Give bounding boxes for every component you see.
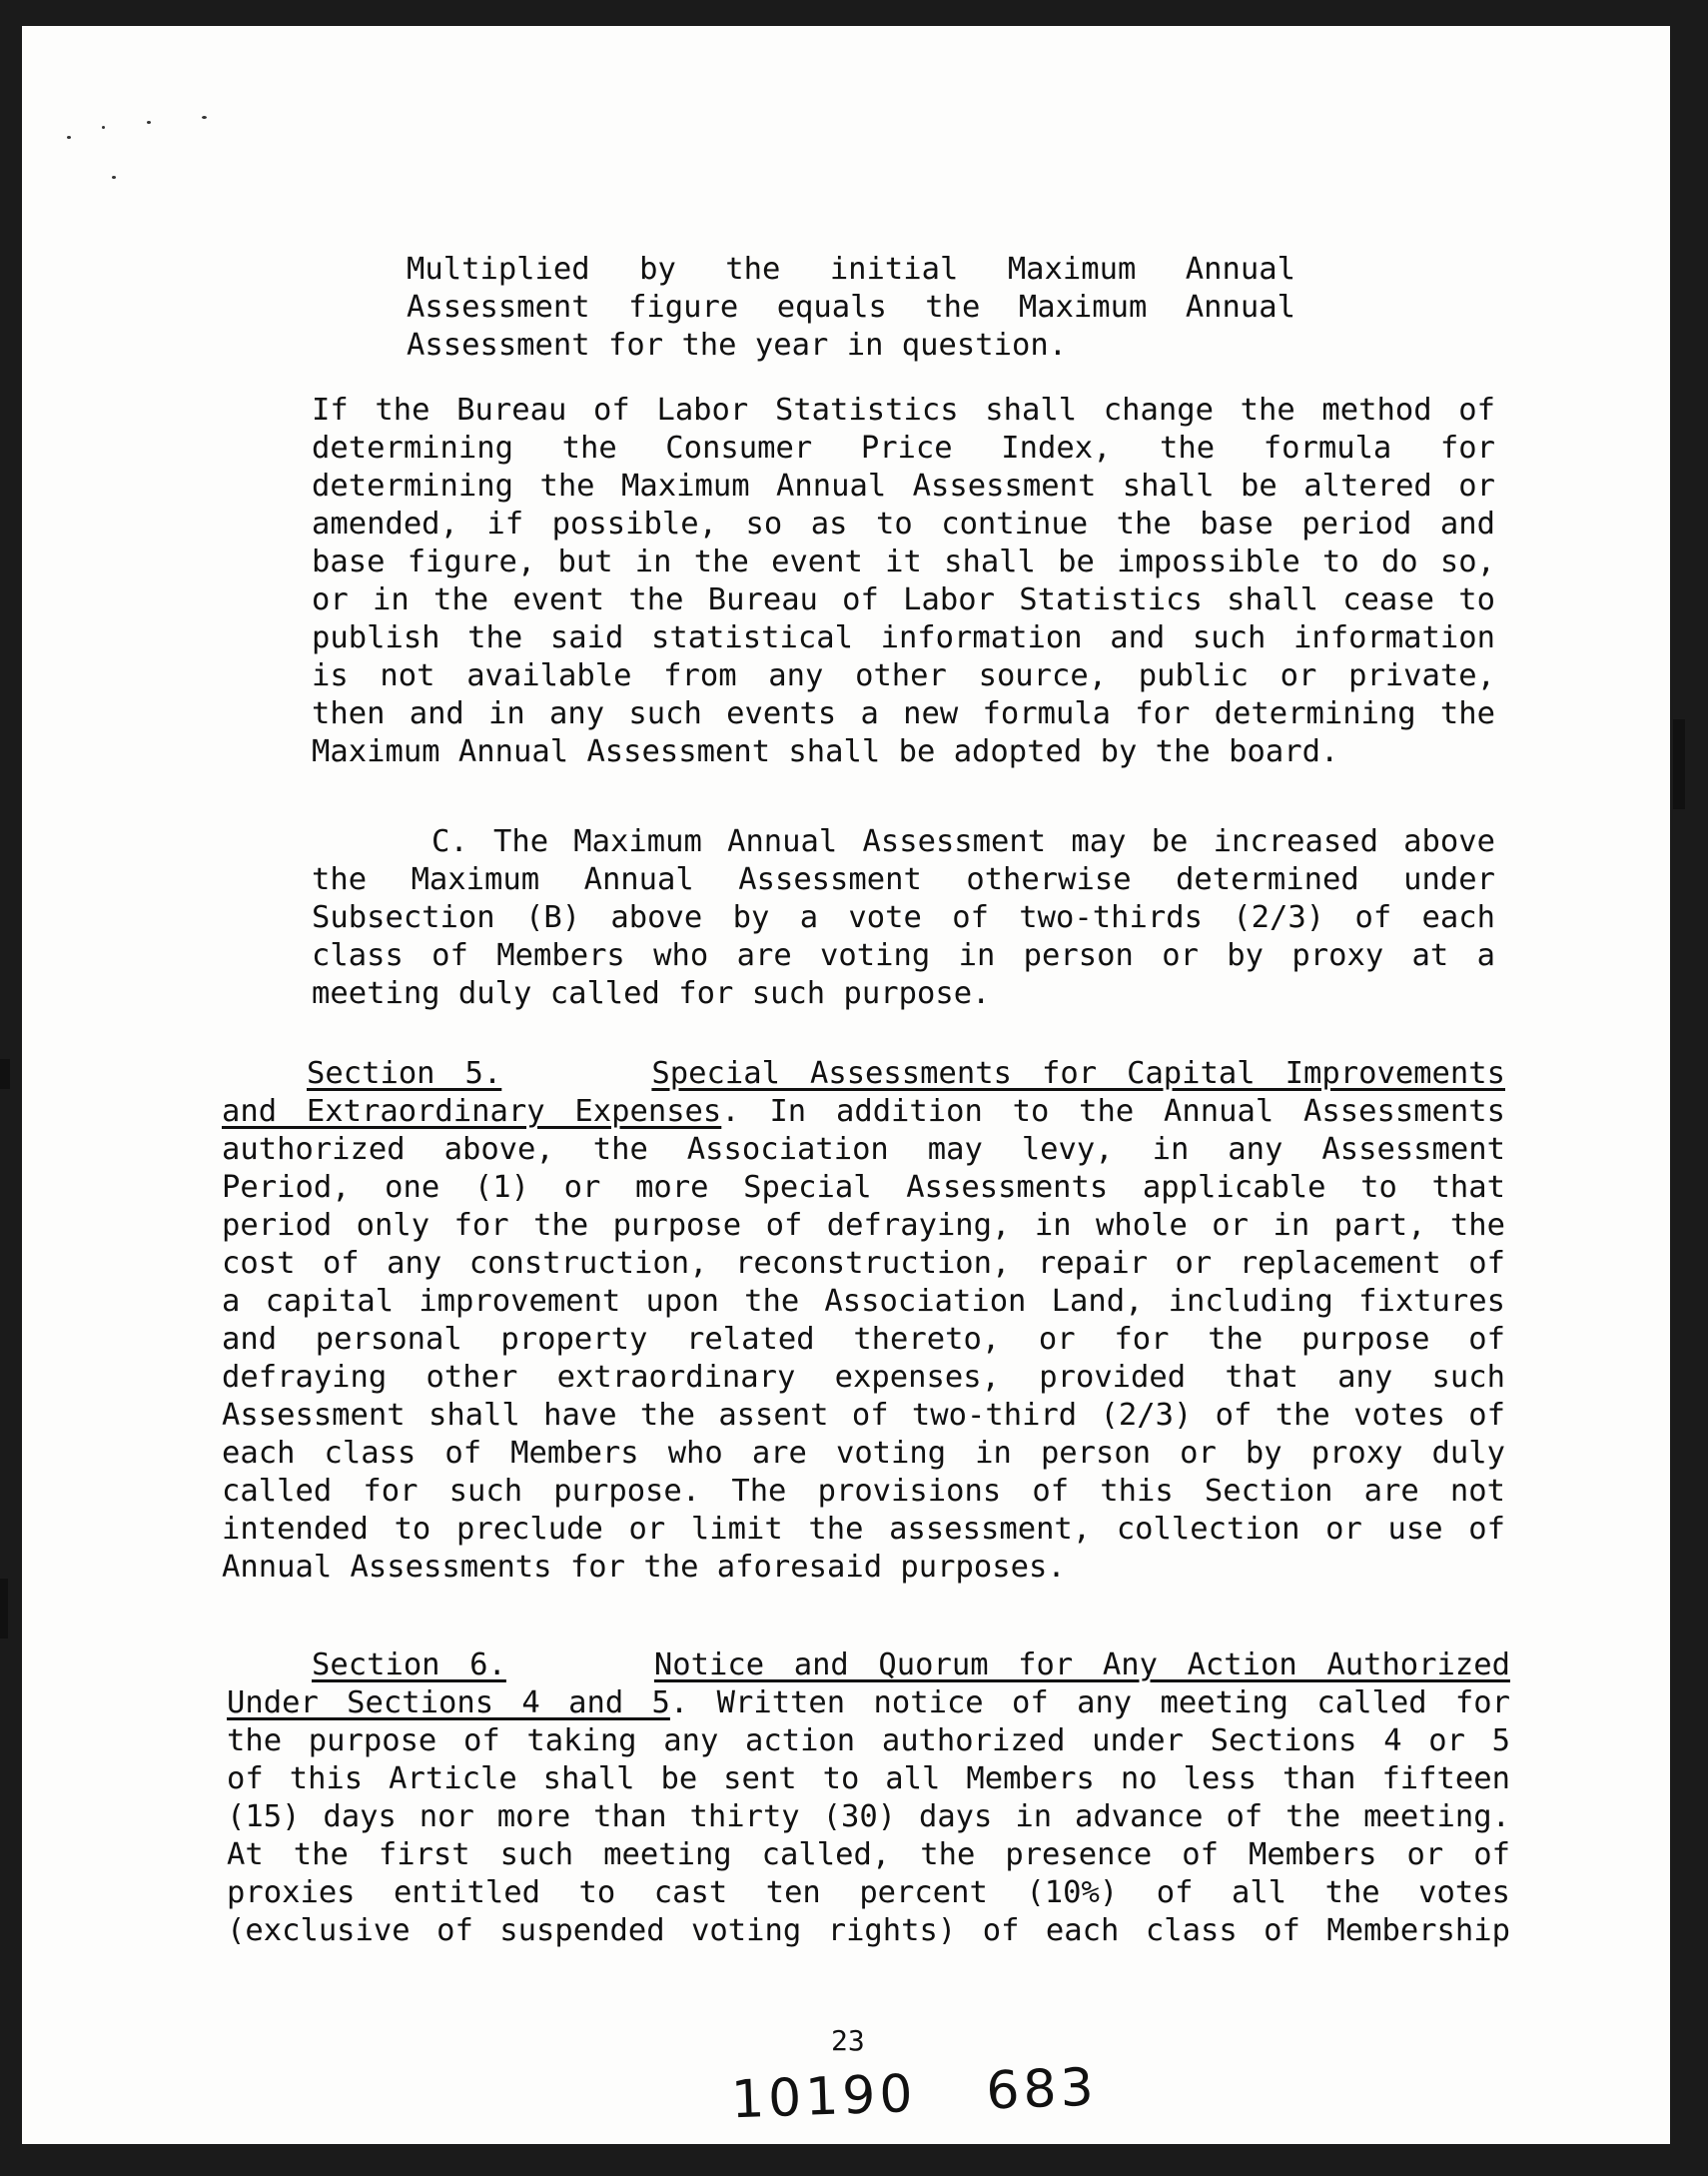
text-line: Assessment for the year in question.	[407, 328, 1068, 363]
section-6-title-cont: Under Sections 4 and 5	[227, 1685, 670, 1720]
section-5	[222, 1055, 1505, 1587]
section-5-heading-line	[222, 1055, 1505, 1093]
scan-edge-mark	[0, 1579, 8, 1638]
recording-stamp	[730, 2058, 1099, 2131]
bls-paragraph	[312, 392, 1495, 771]
text-line: Assessment figure equals the Maximum Annual	[407, 290, 1295, 325]
text-line: meeting duly called for such purpose.	[312, 976, 991, 1011]
text-line: a capital improvement upon the Association Land, including fixtures	[222, 1284, 1505, 1319]
paragraph-c	[312, 823, 1495, 1013]
scan-speck	[102, 126, 105, 129]
text-line: publish the said statistical information and such information	[312, 620, 1495, 655]
intro-paragraph	[407, 251, 1295, 365]
text-line: (15) days nor more than thirty (30) days in advance of the meeting.	[227, 1799, 1510, 1834]
text-line: period only for the purpose of defraying, in whole or in part, the	[222, 1208, 1505, 1243]
scan-speck	[67, 136, 71, 139]
text-line: the purpose of taking any action authorized under Sections 4 or 5	[227, 1723, 1510, 1758]
text-line: C. The Maximum Annual Assessment may be increased above	[431, 824, 1495, 859]
scan-speck	[112, 176, 116, 179]
scan-speck	[202, 116, 207, 119]
text-line	[222, 1093, 1505, 1131]
text-line: If the Bureau of Labor Statistics shall change the method of	[312, 393, 1495, 428]
text-line: or in the event the Bureau of Labor Statistics shall cease to	[312, 582, 1495, 617]
stamp-book-number: 10190	[730, 2063, 918, 2131]
text-line: and personal property related thereto, or for the purpose of	[222, 1322, 1505, 1357]
section-6-title: Notice and Quorum for Any Action Authorized	[653, 1647, 1510, 1682]
text-line: defraying other extraordinary expenses, provided that any such	[222, 1360, 1505, 1395]
text-line: Annual Assessments for the aforesaid purposes.	[222, 1550, 1066, 1585]
text-line: amended, if possible, so as to continue the base period and	[312, 507, 1495, 542]
text-line: At the first such meeting called, the presence of Members or of	[227, 1837, 1510, 1872]
text-line: proxies entitled to cast ten percent (10%) of all the votes	[227, 1875, 1510, 1910]
section-6-line1-rest: . Written notice of any meeting called for	[669, 1685, 1510, 1720]
text-line: Maximum Annual Assessment shall be adopted by the board.	[312, 734, 1339, 769]
scan-speck	[147, 121, 151, 124]
text-line: then and in any such events a new formula for determining the	[312, 696, 1495, 731]
text-line: Subsection (B) above by a vote of two-thirds (2/3) of each	[312, 900, 1495, 935]
text-line: intended to preclude or limit the assessment, collection or use of	[222, 1512, 1505, 1547]
text-line: determining the Maximum Annual Assessment shall be altered or	[312, 469, 1495, 504]
section-6-heading-line	[227, 1646, 1510, 1684]
document-page	[22, 26, 1670, 2144]
page-number: 23	[831, 2024, 865, 2057]
text-line: Assessment shall have the assent of two-third (2/3) of the votes of	[222, 1398, 1505, 1433]
text-line: is not available from any other source, public or private,	[312, 658, 1495, 693]
text-line: called for such purpose. The provisions of this Section are not	[222, 1474, 1505, 1509]
text-line: cost of any construction, reconstruction, repair or replacement of	[222, 1246, 1505, 1281]
text-line: Multiplied by the initial Maximum Annual	[407, 252, 1295, 287]
section-5-line1-rest: . In addition to the Annual Assessments	[721, 1094, 1506, 1129]
text-line	[227, 1684, 1510, 1722]
section-5-label: Section 5.	[307, 1056, 502, 1091]
scan-edge-mark	[0, 1059, 10, 1089]
text-line: (exclusive of suspended voting rights) of each class of Membership	[227, 1913, 1510, 1948]
text-line: authorized above, the Association may levy, in any Assessment	[222, 1132, 1505, 1167]
section-6-label: Section 6.	[312, 1647, 506, 1682]
section-6	[227, 1646, 1510, 1950]
section-5-title: Special Assessments for Capital Improvements	[651, 1056, 1505, 1091]
section-5-title-cont: and Extraordinary Expenses	[222, 1094, 722, 1129]
text-line: base figure, but in the event it shall be impossible to do so,	[312, 544, 1495, 579]
text-line: the Maximum Annual Assessment otherwise determined under	[312, 862, 1495, 897]
text-line: Period, one (1) or more Special Assessments applicable to that	[222, 1170, 1505, 1205]
text-line: determining the Consumer Price Index, the formula for	[312, 431, 1495, 466]
stamp-page-number: 683	[985, 2057, 1099, 2122]
scan-edge-mark	[1673, 719, 1685, 809]
text-line: each class of Members who are voting in person or by proxy duly	[222, 1436, 1505, 1471]
text-line: class of Members who are voting in person or by proxy at a	[312, 938, 1495, 973]
text-line: of this Article shall be sent to all Members no less than fifteen	[227, 1761, 1510, 1796]
